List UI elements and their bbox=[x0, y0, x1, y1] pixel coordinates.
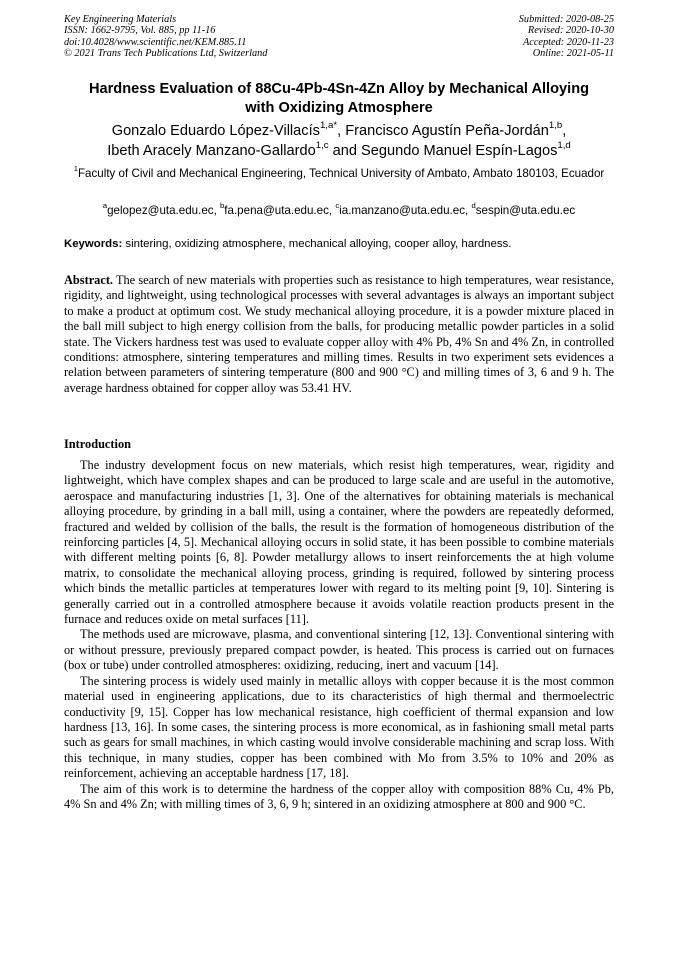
email-link[interactable]: ia.manzano@uta.edu.ec, bbox=[339, 204, 472, 217]
authors-line-1 bbox=[64, 122, 614, 142]
author-sup: 1,d bbox=[557, 139, 571, 151]
author-name: Segundo Manuel Espín-Lagos bbox=[361, 142, 558, 159]
paper-title bbox=[64, 80, 614, 118]
section-heading-introduction: Introduction bbox=[64, 437, 131, 451]
title-line-1: Hardness Evaluation of 88Cu-4Pb-4Sn-4Zn Alloy by Mechanical Alloying bbox=[88, 81, 590, 97]
intro-paragraph: The sintering process is widely used mainly in metallic alloys with copper because it is the most common material used in engineering applications, due to its characteristics of high thermal and thermoelectric conductivity [9, 15]. Copper has low mechanical resistance, high coefficient of thermal expansion and low hardness [13, 16]. In some cases, the sintering process is more economical, as in fashioning small metal parts such as gears for small machines, in which casting would involve considerable machining and scrap loss. With this technique, in many studies, copper has been combined with Mo from 3.5% to 10% and 20% as reinforcement, achieving an acceptable hardness [17, 18]. bbox=[64, 673, 614, 781]
journal-info bbox=[64, 14, 267, 60]
journal-issn: ISSN: 1662-9795, Vol. 885, pp 11-16 bbox=[64, 25, 216, 37]
email-sup: c bbox=[335, 201, 340, 211]
author-separator: , bbox=[337, 123, 346, 139]
affiliation-sup: 1 bbox=[73, 164, 78, 174]
author-separator: and bbox=[328, 142, 362, 159]
intro-paragraph: The aim of this work is to determine the hardness of the copper alloy with composition 88% Cu, 4% Pb, 4% Sn and 4% Zn; with milling times of 3, 6, 9 h; sintered in an oxidizing atmosphere at 800 and 900 °C. bbox=[64, 781, 614, 811]
affiliation-text: Faculty of Civil and Mechanical Engineering, Technical University of Ambato, Ambato 180103, Ecuador bbox=[77, 167, 605, 180]
authors-line-2 bbox=[64, 139, 614, 162]
author-emails bbox=[64, 201, 614, 218]
introduction-body bbox=[64, 458, 614, 812]
keywords bbox=[64, 237, 614, 251]
email-sup: b bbox=[220, 201, 225, 211]
author-sup: 1,b bbox=[548, 120, 563, 132]
email-link[interactable]: sespin@uta.edu.ec bbox=[475, 204, 576, 217]
title-line-2: with Oxidizing Atmosphere bbox=[245, 100, 433, 116]
author-list bbox=[64, 122, 614, 161]
journal-name: Key Engineering Materials bbox=[64, 14, 177, 25]
submitted-date: Submitted: 2020-08-25 bbox=[518, 14, 614, 25]
abstract-text: The search of new materials with properties such as resistance to high temperatures, wear resistance, rigidity, and lightweight, using technological processes with several advantages is always an important subject to make a product at optimum cost. We study mechanical alloying procedure, it is a powder mixture placed in the ball mill subject to high energy collision from the balls, for producing metallic powder particles in a solid state. The Vickers hardness test was used to evaluate copper alloy with 4% Pb, 4% Sn and 4% Zn, in controlled conditions: atmosphere, sintering temperatures and milling times. Results in two experiment sets evidences a relation between parameters of sintering temperature (800 and 900 °C) and milling times of 3, 6 and 9 h. The average hardness obtained for copper alloy was 53.41 HV. bbox=[64, 273, 614, 395]
author-name: Francisco Agustín Peña-Jordán bbox=[345, 123, 549, 139]
intro-paragraph: The industry development focus on new materials, which resist high temperatures, wear, rigidity and lightweight, which have complex shapes and can be produced to large scale and are useful in the automotive, aerospace and manufacturing industries [1, 3]. One of the alternatives for obtaining materials is mechanical alloying procedure, by grinding in a ball mill, using a container, where the powders are repeatedly deformed, fractured and welded by collision of the balls, the result is the formation of homogeneous distribution of the reinforcing particles [4, 5]. Mechanical alloying occurs in solid state, it has been possible to combine materials with different melting points [6, 8]. Powder metallurgy allows to insert reinforcements the at high volume matrix, to consolidate the mechanical alloying process, grinding is required, followed by sintering process which binds the metallic particles at temperatures lower with regard to its melting point [9, 10]. Sintering is generally carried out in a controlled atmosphere because it avoids volatile reaction products present in the furnace and reduces oxide on metal surfaces [11]. bbox=[64, 458, 614, 627]
author-separator: , bbox=[562, 123, 567, 139]
online-date: Online: 2021-05-11 bbox=[532, 48, 614, 60]
email-sup: d bbox=[471, 201, 476, 211]
author-name: Ibeth Aracely Manzano-Gallardo bbox=[107, 142, 316, 159]
keywords-text: sintering, oxidizing atmosphere, mechanical alloying, cooper alloy, hardness. bbox=[122, 238, 512, 250]
revised-date: Revised: 2020-10-30 bbox=[527, 25, 614, 37]
author-sup: 1,c bbox=[315, 139, 329, 151]
journal-copyright: © 2021 Trans Tech Publications Ltd, Switzerland bbox=[64, 48, 268, 60]
email-sup: a bbox=[102, 201, 108, 211]
abstract-label: Abstract. bbox=[64, 273, 114, 287]
author-name: Gonzalo Eduardo López-Villacís bbox=[111, 123, 320, 139]
journal-doi: doi:10.4028/www.scientific.net/KEM.885.11 bbox=[64, 36, 247, 48]
author-sup: 1,a* bbox=[319, 120, 338, 132]
accepted-date: Accepted: 2020-11-23 bbox=[522, 36, 614, 48]
abstract bbox=[64, 273, 614, 396]
affiliation bbox=[64, 166, 614, 182]
email-link[interactable]: fa.pena@uta.edu.ec, bbox=[224, 204, 336, 217]
email-link[interactable]: gelopez@uta.edu.ec, bbox=[107, 204, 221, 217]
intro-paragraph: The methods used are microwave, plasma, and conventional sintering [12, 13]. Conventional sintering with or without pressure, previously prepared compact powder, is heated. This process is carried out on furnaces (box or tube) under controlled atmospheres: oxidizing, reducing, inert and vacuum [14]. bbox=[64, 627, 614, 673]
keywords-label: Keywords: bbox=[64, 238, 123, 250]
submission-dates bbox=[519, 14, 614, 60]
